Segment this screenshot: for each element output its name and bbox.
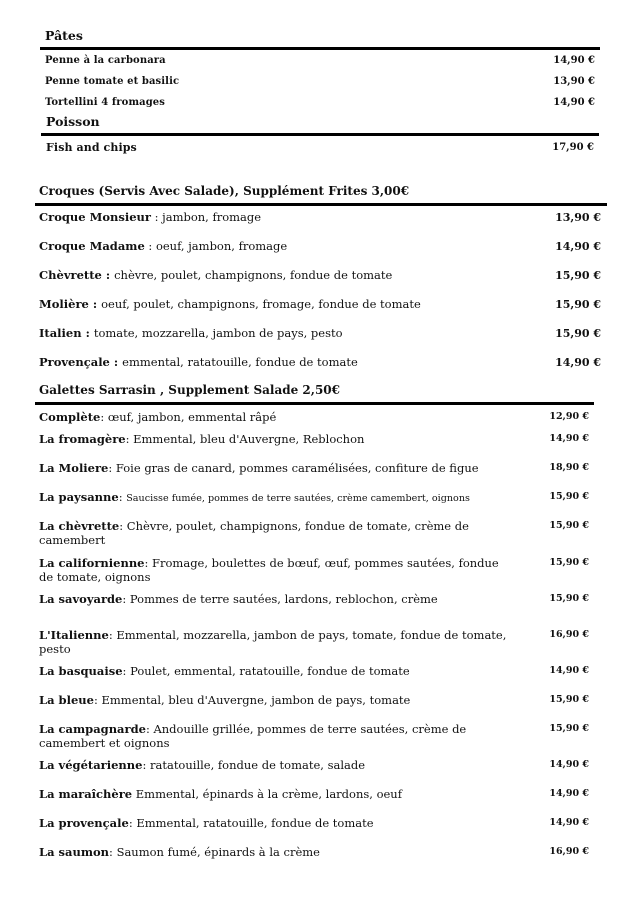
menu-item-price: 15,90 € [555,269,601,282]
menu-item-name: Chèvrette [39,268,102,282]
menu-item-price: 17,90 € [552,142,594,153]
menu-item-price: 15,90 € [555,327,601,340]
menu-item-desc: Chèvre, poulet, champignons, fondue de tomate, crème de camembert [39,519,469,547]
menu-item-desc: chèvre, poulet, champignons, fondue de tomate [114,268,393,282]
menu-item-desc: œuf, jambon, emmental râpé [107,410,277,424]
menu-item [39,432,509,446]
menu-item-sep: : [81,326,94,340]
menu-item-price: 15,90 € [549,593,589,604]
menu-item-desc: Pommes de terre sautées, lardons, reblochon, crème [129,592,438,606]
menu-item-name: La californienne [39,556,145,570]
menu-item-sep: : [145,722,154,736]
menu-item-sep: : [128,816,137,830]
menu-item-desc: ratatouille, fondue de tomate, salade [149,758,366,772]
menu-item [39,758,509,772]
section-rule [40,47,600,50]
menu-item-sep: : [150,210,163,224]
menu-item [39,845,509,859]
menu-item-sep: : [108,628,117,642]
menu-item-name: La campagnarde [39,722,146,736]
menu-item-price: 15,90 € [549,723,589,734]
menu-item-desc: oeuf, poulet, champignons, fromage, fondue de tomate [101,297,421,311]
menu-item-sep: : [142,758,150,772]
menu-item-price: 16,90 € [549,629,589,640]
menu-item [39,519,499,547]
menu-item-sep: : [118,490,127,504]
menu-item-sep: : [109,355,123,369]
menu-item-name: Penne à la carbonara [45,55,166,66]
menu-item-name: La fromagère [39,432,126,446]
menu-item-price: 13,90 € [555,211,601,224]
menu-item-name: Croque Monsieur [39,210,151,224]
menu-item [39,664,509,678]
menu-item-price: 18,90 € [549,462,589,473]
menu-item-sep: : [88,297,102,311]
section-title-pates: Pâtes [45,28,83,43]
menu-item-desc: Emmental, bleu d'Auvergne, Reblochon [133,432,365,446]
menu-item [39,816,509,830]
menu-item-name: Fish and chips [46,141,137,154]
menu-item [39,693,509,707]
menu-item-desc: tomate, mozzarella, jambon de pays, pesto [93,326,343,340]
menu-item [39,210,261,224]
section-rule [35,203,607,206]
menu-item-desc: Andouille grillée, pommes de terre sautées, crème de camembert et oignons [39,722,467,750]
menu-item-desc: Emmental, mozzarella, jambon de pays, tomate, fondue de tomate, pesto [39,628,507,656]
menu-item-sep: : [122,592,130,606]
menu-item-name: Italien [39,326,82,340]
menu-item-price: 14,90 € [553,55,595,66]
menu-item-name: La Moliere [39,461,109,475]
menu-item-name: Penne tomate et basilic [45,76,180,87]
menu-item-sep: : [119,519,127,533]
menu-item-name: La chèvrette [39,519,120,533]
section-title-croques: Croques (Servis Avec Salade), Supplément Frites 3,00€ [39,184,410,198]
menu-item-desc: emmental, ratatouille, fondue de tomate [122,355,358,369]
menu-item [39,268,392,282]
menu-item-name: La paysanne [39,490,119,504]
menu-item-price: 14,90 € [549,788,589,799]
menu-item-price: 14,90 € [555,240,601,253]
menu-item [39,556,509,584]
menu-item-sep: : [101,268,115,282]
menu-item [39,490,519,506]
menu-item-price: 14,90 € [553,97,595,108]
menu-item [39,355,358,369]
menu-item-price: 16,90 € [549,846,589,857]
menu-item-sep: : [125,432,134,446]
menu-item-sep: : [144,556,153,570]
menu-item-name: La bleue [39,693,94,707]
menu-item-name: La savoyarde [39,592,123,606]
menu-item-price: 15,90 € [549,491,589,502]
menu-item-name: L'Italienne [39,628,109,642]
menu-item-sep: : [100,410,108,424]
menu-item-price: 15,90 € [555,298,601,311]
menu-item [39,461,509,475]
menu-item [39,592,509,606]
menu-item-price: 14,90 € [555,356,601,369]
menu-item-desc: jambon, fromage [162,210,262,224]
menu-item-name: La provençale [39,816,129,830]
section-rule [41,133,599,136]
menu-item-price: 14,90 € [549,817,589,828]
menu-item-sep: : [108,461,116,475]
menu-item-name: Tortellini 4 fromages [45,97,165,108]
section-title-galettes: Galettes Sarrasin , Supplement Salade 2,50€ [39,383,341,397]
menu-item [39,722,499,750]
menu-item-sep: : [93,693,102,707]
menu-item-name: La basquaise [39,664,123,678]
menu-item-desc: Saucisse fumée, pommes de terre sautées, crème camembert, oignons [126,493,470,504]
menu-item-price: 15,90 € [549,694,589,705]
menu-item [39,628,529,656]
menu-item-desc: Emmental, ratatouille, fondue de tomate [136,816,374,830]
menu-item-price: 13,90 € [553,76,595,87]
menu-item-price: 12,90 € [549,411,589,422]
menu-item-price: 15,90 € [549,520,589,531]
menu-item-name: La végétarienne [39,758,143,772]
menu-item-sep: : [109,845,117,859]
menu-item-name: Molière [39,297,89,311]
menu-item-name: La saumon [39,845,110,859]
menu-item-price: 14,90 € [549,759,589,770]
menu-item [39,410,509,424]
menu-item [39,326,343,340]
menu-item [39,239,287,253]
menu-item-name: La maraîchère [39,787,133,801]
menu-item-desc: oeuf, jambon, fromage [155,239,288,253]
menu-item-sep: : [144,239,156,253]
menu-item-price: 15,90 € [549,557,589,568]
menu-item-desc: Poulet, emmental, ratatouille, fondue de tomate [130,664,410,678]
menu-item-name: Provençale [39,355,110,369]
menu-item-desc: Fromage, boulettes de bœuf, œuf, pommes sautées, fondue de tomate, oignons [39,556,499,584]
menu-item-name: Croque Madame [39,239,145,253]
menu-item-name: Complète [39,410,101,424]
menu-item-desc: Saumon fumé, épinards à la crème [116,845,320,859]
menu-item [39,297,421,311]
menu-item-desc: Foie gras de canard, pommes caramélisées, confiture de figue [115,461,479,475]
menu-item-sep: : [122,664,131,678]
menu-item-desc: Emmental, bleu d'Auvergne, jambon de pays, tomate [101,693,411,707]
menu-item-desc: Emmental, épinards à la crème, lardons, oeuf [135,787,402,801]
menu-item-price: 14,90 € [549,433,589,444]
menu-item-price: 14,90 € [549,665,589,676]
menu-item [39,787,509,801]
section-title-poisson: Poisson [46,114,100,129]
section-rule [35,402,594,405]
